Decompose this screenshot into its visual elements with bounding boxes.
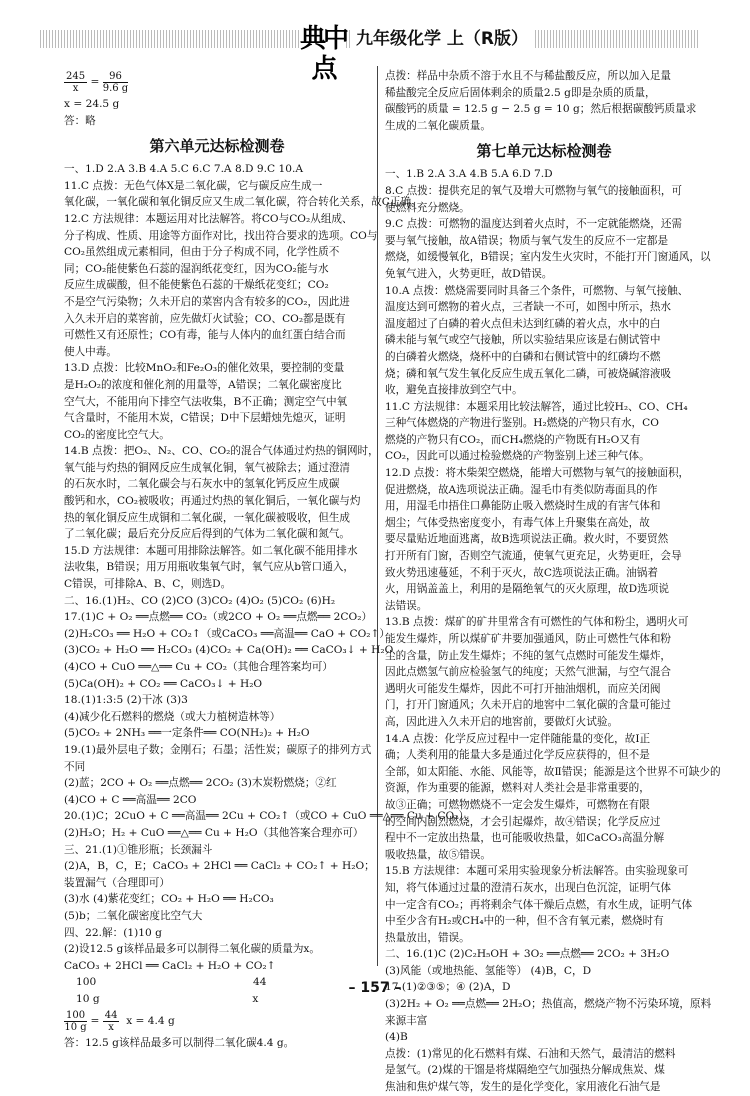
- answer-line: (5)CO₂ + 2NH₃ ══一定条件══ CO(NH₂)₂ + H₂O: [64, 727, 310, 740]
- answer-line: CaCO₃ + 2HCl ══ CaCl₂ + H₂O + CO₂↑: [64, 959, 276, 972]
- answer-line: 温度超过了白磷的着火点但未达到红磷的着火点，水中的白: [385, 317, 661, 330]
- answer-line: 促进燃烧，故A选项说法正确。湿毛巾有类似防毒面具的作: [385, 483, 658, 496]
- answer-line: 入久未开启的菜窖前，应先做灯火试验；CO、CO₂都是既有: [64, 312, 346, 325]
- answer-line: 打开所有门窗，否则空气流通，使氧气更充足，火势更旺，会导: [385, 550, 682, 563]
- answer-line: 碳酸钙的质量 = 12.5 g − 2.5 g = 10 g；然后根据碳酸钙质量求: [385, 103, 697, 116]
- answer-line: 二、16.(1)C (2)C₂H₅OH + 3O₂ ══点燃══ 2CO₂ + 3H₂O: [385, 948, 670, 961]
- answer-line: CO₂虽然组成元素相同，但由于分子构成不同，化学性质不: [64, 246, 340, 259]
- answer-line: (4)CO + CuO ══△══ Cu + CO₂（其他合理答案均可）: [64, 661, 333, 673]
- given-mass: 10 g: [76, 992, 100, 1005]
- answer-line: (2)H₂CO₃ ══ H₂O + CO₂↑（或CaCO₃ ══高温══ CaO + CO₂↑）: [64, 627, 391, 640]
- answer-line: (4)CO + C ══高温══ 2CO: [64, 793, 197, 806]
- answer-line: 14.B 点拨：把O₂、N₂、CO、CO₂的混合气体通过灼热的铜网时，: [64, 445, 379, 458]
- fraction: [64, 1010, 87, 1033]
- intro-result: x = 24.5 g: [64, 98, 120, 110]
- answer-line: 13.D 点拨：比较MnO₂和Fe₂O₃的催化效果，要控制的变量: [64, 362, 345, 375]
- answer-line: 使燃料充分燃烧。: [385, 201, 470, 214]
- answer-line: 9.C 点拨：可燃物的温度达到着火点时，不一定就能燃烧，还需: [385, 218, 683, 231]
- answer-line: 三、21.(1)①锥形瓶；长颈漏斗: [64, 843, 213, 856]
- answer-line: 全部，如太阳能、水能、风能等，故Ⅱ错误；能源是这个世界不可缺少的: [385, 765, 721, 778]
- answer-line: 法收集，B错误；用万用瓶收集氧气时，氧气应从b管口通入，: [64, 561, 355, 574]
- answer-line: 火，用锅盖盖上，利用的是隔绝氧气的灭火原理，故D选项说: [385, 583, 669, 596]
- answer-line: 能发生爆炸，所以煤矿矿井要加强通风，防止可燃性气体和粉: [385, 633, 672, 645]
- answer-line: 反应生成碳酸，但不能使紫色石蕊的干燥纸花变红；CO₂: [64, 279, 329, 292]
- answer-line: 要与氧气接触，故A错误；物质与氧气发生的反应不一定都是: [385, 234, 669, 247]
- answer-line: 免氧气进入，火势更旺，故D错误。: [385, 267, 553, 280]
- answer-line: 四、22.解：(1)10 g: [64, 926, 162, 939]
- answer-line: 氧化碳，一氧化碳和氧化铜反应又生成二氧化碳，符合转化关系，故C正确。: [64, 196, 422, 209]
- answer-line: 17.(1)C + O₂ ══点燃══ CO₂（或2CO + O₂ ══点燃══ 2CO₂）: [64, 611, 373, 624]
- answer-line: 三种气体燃烧的产物进行鉴别。H₂燃烧的产物只有水，CO: [385, 417, 659, 430]
- unit-6-heading: 第六单元达标检测卷: [149, 137, 285, 156]
- book-title: 九年级化学 上（R版）: [350, 26, 534, 52]
- answer-line: 使人中毒。: [64, 345, 117, 358]
- answer-line: 的白磷着火燃烧，烧杯中的白磷和右侧试管中的红磷均不燃: [385, 350, 661, 363]
- unit-6-22-note: [385, 68, 703, 134]
- answer-line: 气含量时，不能用木炭，C错误；D中下层蜡烛先熄灭，证明: [64, 412, 346, 425]
- answer-line: 氧气能与灼热的铜网反应生成氧化铜，氧气被除去；通过澄清: [64, 461, 351, 474]
- calc-result: x = 4.4 g: [126, 1015, 175, 1028]
- answer-line: 收，避免直接排放到空气中。: [385, 384, 523, 397]
- answer-line: 12.D 点拨：将木柴架空燃烧，能增大可燃物与氧气的接触面积，: [385, 467, 690, 480]
- answer-line: 燃烧的产物只有CO₂，而CH₄燃烧的产物既有H₂O又有: [385, 433, 641, 446]
- answer-line: 热的氧化铜反应生成铜和二氧化碳，一氧化碳被吸收，但生成: [64, 511, 351, 524]
- answer-line: (3)2H₂ + O₂ ══点燃══ 2H₂O；热值高，燃烧产物不污染环境，原料: [385, 998, 712, 1011]
- answer-line: 温度达到可燃物的着火点，三者缺一不可，如图中所示，热水: [385, 301, 672, 314]
- numerator: 44: [104, 1009, 118, 1021]
- answer-line: 可燃性又有还原性；CO有毒，能与人体内的血红蛋白结合而: [64, 329, 346, 342]
- answer-line: (4)减少化石燃料的燃烧（或大力植树造林等）: [64, 710, 281, 723]
- answer-line: 高，因此进入久未开启的地窖前，要做灯火试验。: [385, 715, 619, 728]
- answer-line: 了二氧化碳；最后充分反应后得到的气体为二氧化碳和氮气。: [64, 528, 351, 541]
- answer-line: (5)b；二氧化碳密度比空气大: [64, 909, 203, 922]
- answer-line: (2)蓝；2CO + O₂ ══点燃══ 2CO₂ (3)木炭粉燃烧；②红: [64, 777, 337, 790]
- answer-line: (2)A，B，C，E；CaCO₃ + 2HCl ══ CaCl₂ + CO₂↑ + H₂O；: [64, 860, 375, 873]
- mass-b: 44: [252, 976, 267, 989]
- numerator: 245: [66, 70, 86, 82]
- numerator: 96: [103, 71, 128, 83]
- answer-line: 空气大，不能用向下排空气法收集，B不正确；测定空气中氧: [64, 395, 348, 408]
- numerator: 100: [66, 1009, 86, 1021]
- answer-line: 18.(1)1:3:5 (2)干冰 (3)3: [64, 694, 188, 707]
- intro-proportion: $\frac{245}{x}$ = $\frac{96}{9.6 g}$: [66, 70, 129, 94]
- answer-line: 11.C 方法规律：本题采用比较法解答，通过比较H₂、CO、CH₄: [385, 400, 688, 413]
- answer-line: 分子构成、性质、用途等方面作对比，找出符合要求的选项。CO与: [64, 229, 378, 242]
- answer-line: 尘的含量，防止发生爆炸；不纯的氢气点燃时可能发生爆炸，: [385, 649, 672, 662]
- answer-line: 15.B 方法规律：本题可采用实验现象分析法解答。由实验现象可: [385, 865, 689, 878]
- answer-line: CO₂，因此可以通过检验燃烧的产物鉴别上述三种气体。: [385, 450, 650, 463]
- answer-line: 吸收热量，故⑤错误。: [385, 848, 491, 861]
- answer-line: (5)Ca(OH)₂ + CO₂ ══ CaCO₃↓ + H₂O: [64, 677, 263, 690]
- answer-line: 用，用湿毛巾捂住口鼻能防止吸入燃烧时生成的有害气体和: [385, 500, 661, 513]
- answer-line: 19.(1)最外层电子数；金刚石；石墨；活性炭；碳原子的排列方式: [64, 743, 372, 756]
- answer-line: 一、1.D 2.A 3.B 4.A 5.C 6.C 7.A 8.D 9.C 10.A: [64, 163, 304, 176]
- answer-line: 来源丰富: [385, 1014, 428, 1027]
- answer-line: 稀盐酸完全反应后固体剩余的质量2.5 g即是杂质的质量，: [385, 86, 656, 99]
- answer-line: (3)CO₂ + H₂O ══ H₂CO₃ (4)CO₂ + Ca(OH)₂ ══ CaCO₃↓ + H₂O: [64, 644, 394, 657]
- answer-line: 点拨：样品中杂质不溶于水且不与稀盐酸反应，所以加入足量: [385, 70, 672, 82]
- answer-line: 热量放出，错误。: [385, 931, 470, 944]
- page-number: – 157 –: [348, 980, 402, 996]
- answer-line: 中一定含有CO₂；再将剩余气体干燥后点燃，有水生成，证明气体: [385, 898, 693, 911]
- answer-line: 同；CO₂能使紫色石蕊的湿润纸花变红，因为CO₂能与水: [64, 262, 329, 275]
- answer-line: (3)风能（或地热能、氢能等） (4)B，C，D: [385, 964, 592, 977]
- answer-line: C错误，可排除A、B、C，则选D。: [64, 578, 232, 591]
- fraction: [103, 71, 128, 94]
- denominator: x: [72, 82, 79, 94]
- answer-line: 燃烧，如缓慢氧化，B错误；室内发生火灾时，不能打开门窗通风，以: [385, 251, 711, 264]
- answer-line: 二、16.(1)H₂、CO (2)CO (3)CO₂ (4)O₂ (5)CO₂ (6)H₂: [64, 594, 336, 607]
- denominator: 9.6 g: [102, 82, 129, 94]
- answer-line: 中至少含有H₂或CH₄中的一种，但不含有氧元素，燃烧时有: [385, 915, 664, 928]
- answer-line: 的石灰水时，二氧化碳会与石灰水中的氢氧化钙反应生成碳: [64, 478, 340, 491]
- answer-line: 烧；磷和氧气发生氧化反应生成五氧化二磷，可被烧碱溶液吸: [385, 367, 672, 380]
- answer-line: 不同: [64, 760, 86, 773]
- answer-line: (2)设12.5 g该样品最多可以制得二氧化碳的质量为x。: [64, 943, 320, 956]
- answer-line: 遇明火可能发生爆炸，因此不可打开抽油烟机，而应关闭阀: [385, 682, 661, 695]
- answer-line: 12.C 方法规律：本题运用对比法解答。将CO与CO₂从组成、: [64, 212, 353, 225]
- answer-line: 13.B 点拨：煤矿的矿井里常含有可燃性的气体和粉尘，遇明火可: [385, 616, 689, 629]
- answer-line: 焦油和焦炉煤气等，发生的是化学变化，家用液化石油气是: [385, 1081, 661, 1094]
- answer-line: 是H₂O₂的浓度和催化剂的用量等，A错误；二氧化碳密度比: [64, 378, 342, 391]
- answer-line: 程中不一定放出热量，也可能吸收热量，如CaCO₃高温分解: [385, 832, 665, 845]
- answer-line: 装置漏气（合理即可）: [64, 876, 170, 889]
- answer-line: 磷未能与氧气或空气接触，所以实验结果应该是右侧试管中: [385, 334, 661, 347]
- answer-line: 15.D 方法规律：本题可用排除法解答。如二氧化碳不能用排水: [64, 544, 358, 557]
- answer-line: 是氢气。(2)煤的干馏是将煤隔绝空气加强热分解成焦炭、煤: [385, 1064, 665, 1077]
- answer-line: CO₂的密度比空气大。: [64, 428, 170, 441]
- answer-line: 致火势迅速蔓延，不利于灭火，故C选项说法正确。油锅着: [385, 566, 658, 579]
- answer-line: 的空间内剧烈燃烧，才会引起爆炸，故④错误；化学反应过: [385, 815, 661, 828]
- answer-line: 资源，作为重要的能源，燃料对人类社会是非常重要的，: [385, 782, 650, 795]
- answer-line: 确；人类利用的能量大多是通过化学反应获得的，但不是: [385, 749, 650, 762]
- brand-logo: 典中点: [300, 24, 347, 84]
- answer-line: 14.A 点拨：化学反应过程中一定伴随能量的变化，故Ⅰ正: [385, 732, 651, 745]
- mass-a: 100: [76, 976, 97, 989]
- answer-line: 10.A 点拨：燃烧需要同时具备三个条件，可燃物、与氧气接触、: [385, 284, 689, 297]
- unknown-mass: x: [252, 992, 259, 1005]
- answer-line: 法错误。: [385, 599, 428, 612]
- answer-line: 要尽量贴近地面逃离，故B选项说法正确。救火时，不要贸然: [385, 533, 669, 546]
- fraction: [103, 1010, 120, 1033]
- fraction: [64, 71, 87, 94]
- intro-answer: 答：略: [64, 114, 96, 127]
- answer-line: 因此点燃氢气前应检验氢气的纯度；天然气泄漏，与空气混合: [385, 666, 672, 679]
- answer-line: 8.C 点拨：提供充足的氧气及增大可燃物与氧气的接触面积，可: [385, 184, 683, 197]
- answer-line: 不是空气污染物；久未开启的菜窖内含有较多的CO₂，因此进: [64, 295, 350, 308]
- answer-line: 酸钙和水，CO₂被吸收；再通过灼热的氧化铜后，一氧化碳与灼: [64, 495, 361, 508]
- answer-line: 11.C 点拨：无色气体X是二氧化碳，它与碳反应生成一: [64, 179, 323, 192]
- answer-line: (2)H₂O；H₂ + CuO ══△══ Cu + H₂O（其他答案合理亦可）: [64, 826, 364, 839]
- answer-line: 17.(1)②③⑤；④ (2)A，D: [385, 981, 511, 994]
- calc-proportion: $\frac{100}{10 g}$ = $\frac{44}{x}$ x = 4.4 g: [64, 1009, 175, 1033]
- answer-line: 知，将气体通过过量的澄清石灰水，出现白色沉淀，证明气体: [385, 881, 672, 894]
- answer-line: 一、1.B 2.A 3.A 4.B 5.A 6.D 7.D: [385, 168, 553, 181]
- answer-line: 20.(1)C；2CuO + C ══高温══ 2Cu + CO₂↑（或CO + CuO ══△══ Cu + CO₂）: [64, 810, 470, 823]
- answer-line: 门，打开门窗通风；久未开启的地窖中二氧化碳的含量可能过: [385, 699, 672, 712]
- right-column: [385, 68, 721, 1096]
- answer-line: 生成的二氧化碳质量。: [385, 119, 491, 132]
- calc-answer: 答：12.5 g该样品最多可以制得二氧化碳4.4 g。: [64, 1037, 295, 1050]
- denominator: 10 g: [64, 1021, 87, 1033]
- answer-line: 故③正确；可燃物燃烧不一定会发生爆炸，可燃物在有限: [385, 798, 650, 811]
- answer-line: 点拨：(1)常见的化石燃料有煤、石油和天然气，最清洁的燃料: [385, 1047, 676, 1060]
- unit-7-answers: [385, 166, 721, 1095]
- answer-line: (4)B: [385, 1031, 408, 1044]
- denominator: x: [108, 1021, 114, 1033]
- answer-line: 烟尘；气体受热密度变小，有毒气体上升聚集在高处，故: [385, 516, 650, 529]
- unit-7-heading: 第七单元达标检测卷: [476, 142, 612, 161]
- answer-line: (3)水 (4)紫花变红；CO₂ + H₂O ══ H₂CO₃: [64, 893, 274, 906]
